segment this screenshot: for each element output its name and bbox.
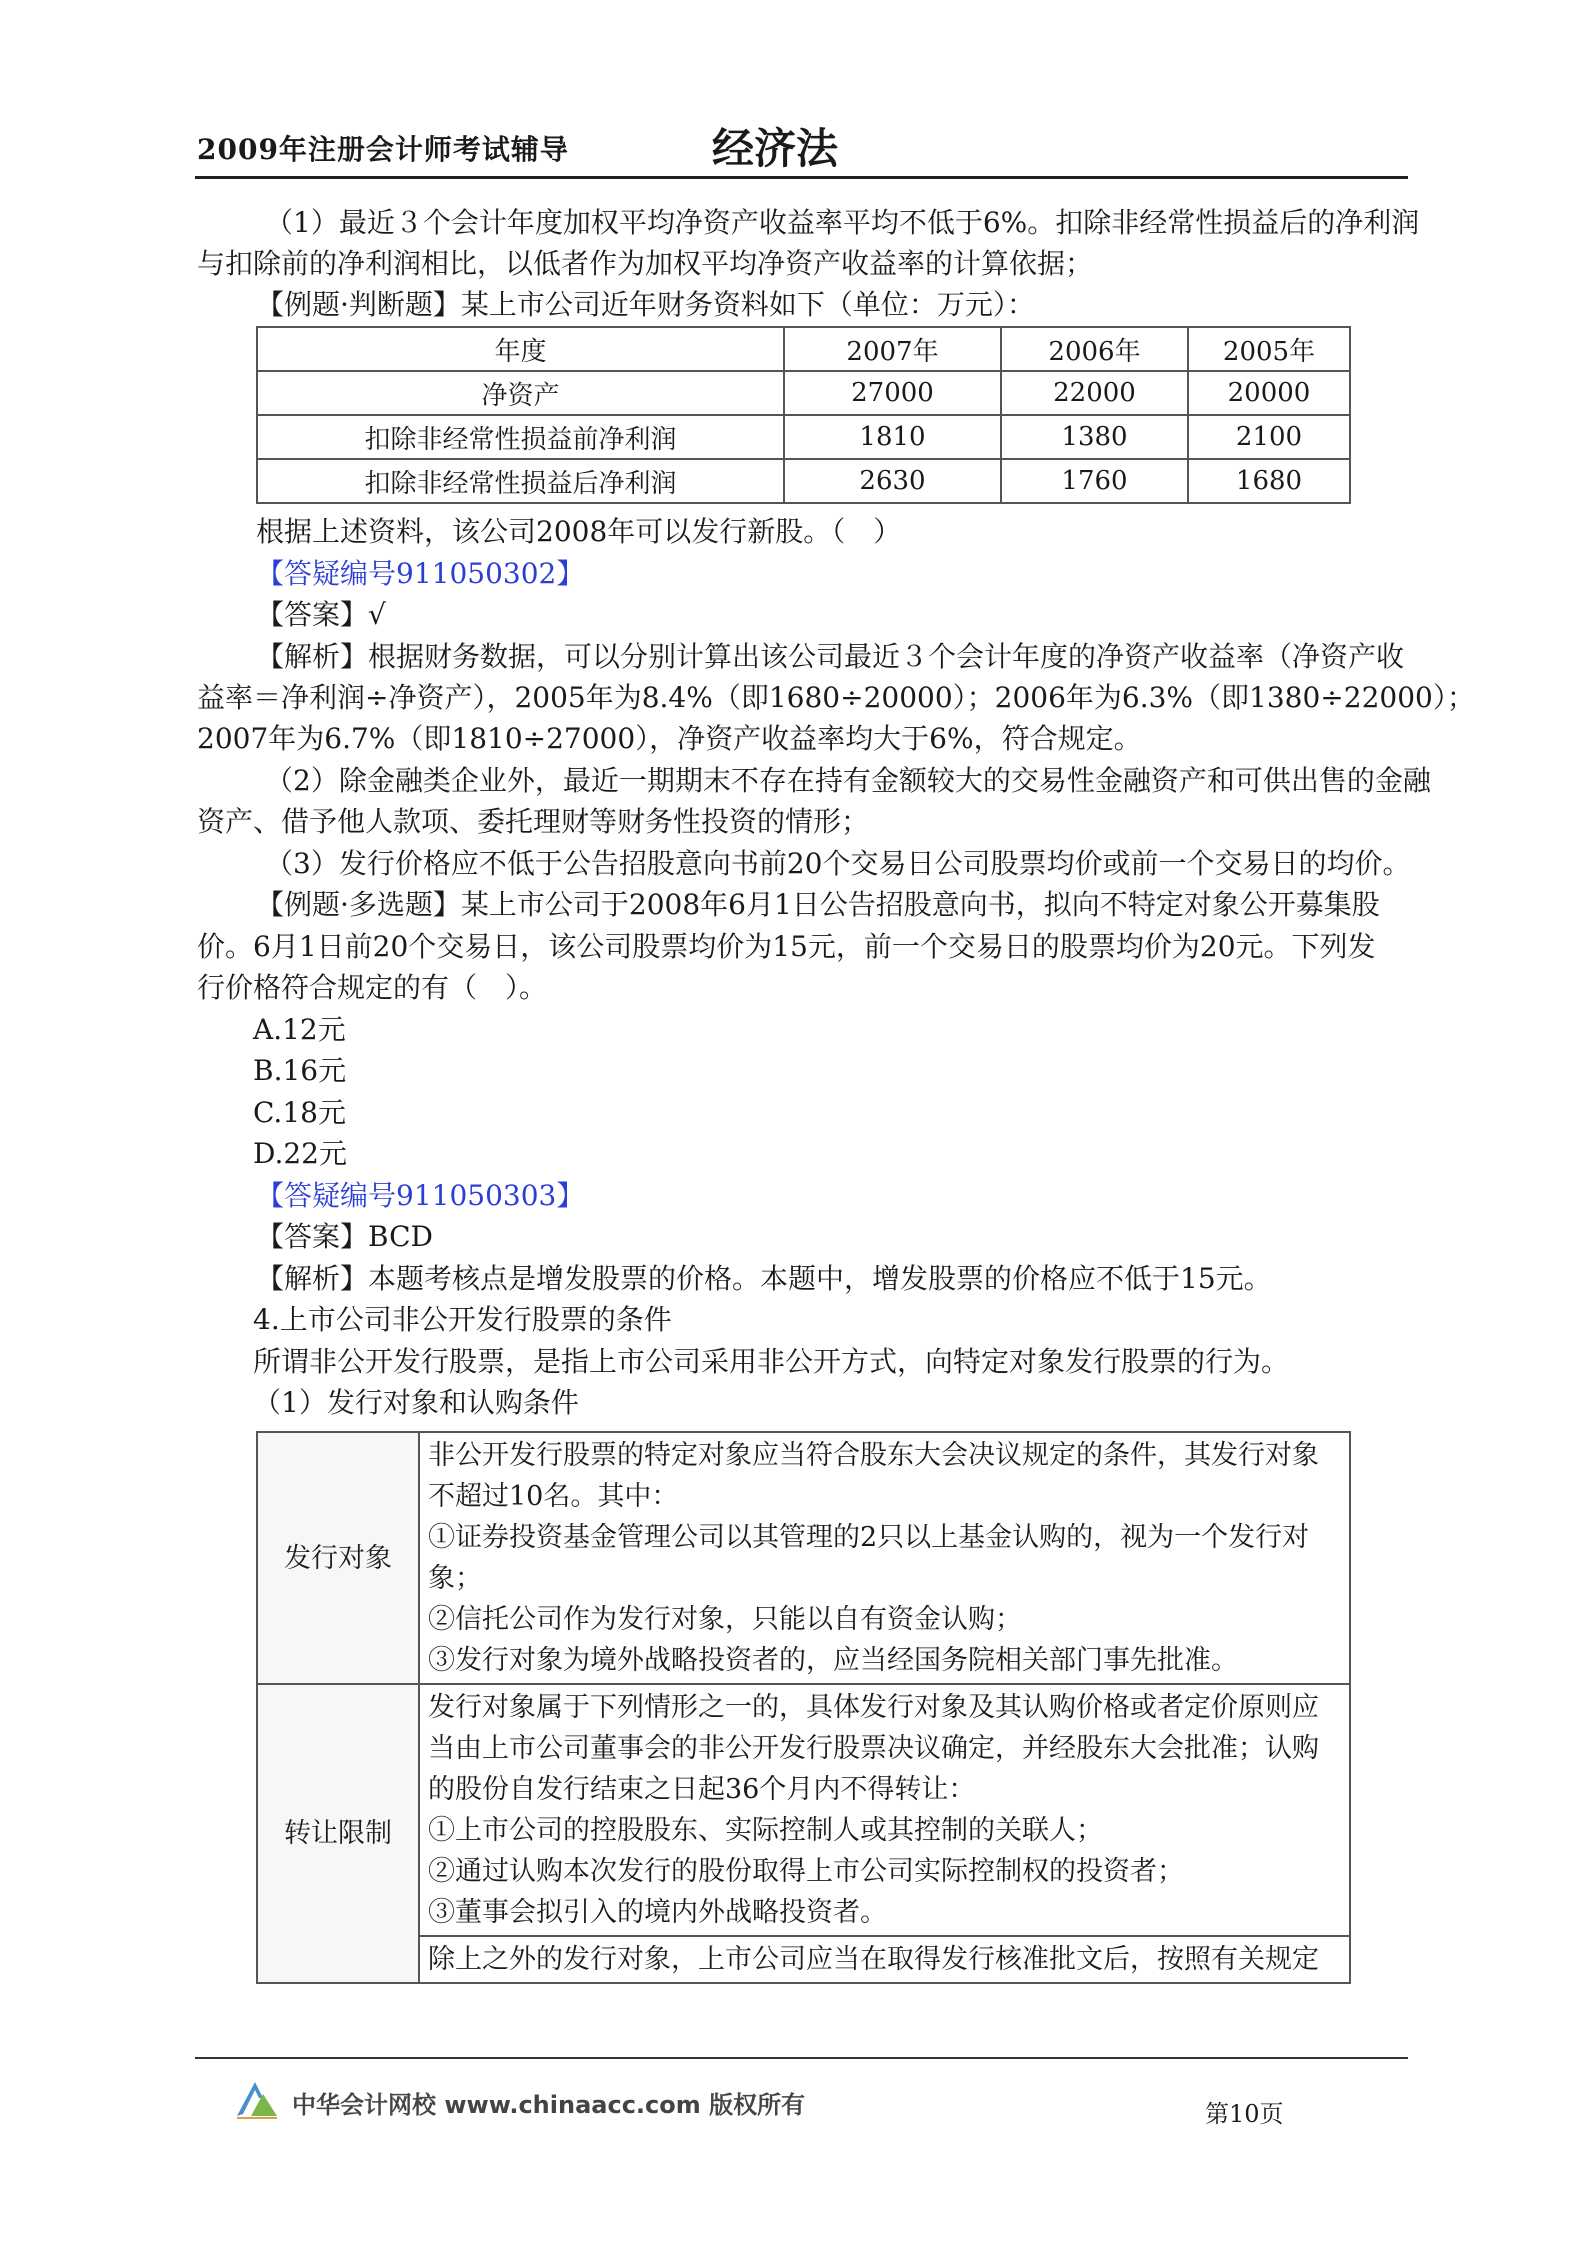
table-row — [257, 1432, 1350, 1684]
cell-line: 当由上市公司董事会的非公开发行股票决议确定，并经股东大会批准；认购 — [428, 1733, 1319, 1764]
footer-rule — [195, 2057, 1408, 2059]
paragraph-2-line-2: 资产、借予他人款项、委托理财等财务性投资的情形； — [197, 805, 870, 838]
section-4-1-heading: （1）发行对象和认购条件 — [253, 1386, 579, 1419]
option-b: B.16元 — [253, 1054, 347, 1087]
footer-copyright: 中华会计网校 www.chinaacc.com 版权所有 — [292, 2091, 806, 2119]
table-cell: 20000 — [1188, 371, 1350, 415]
cell-line: ③发行对象为境外战略投资者的，应当经国务院相关部门事先批准。 — [428, 1645, 1238, 1676]
chinaacc-logo-icon — [233, 2076, 281, 2120]
table-cell: 2630 — [784, 459, 1001, 503]
answer-id-link-1[interactable]: 【答疑编号911050302】 — [256, 557, 585, 590]
example-2-line-3: 行价格符合规定的有（ ）。 — [197, 971, 548, 1004]
option-a: A.12元 — [253, 1013, 346, 1046]
table-row — [257, 415, 1350, 459]
restriction-cell — [419, 1684, 1350, 1936]
example-2-line-1: 【例题·多选题】某上市公司于2008年6月1日公告招股意向书，拟向不特定对象公开募集股 — [256, 888, 1380, 921]
table-header-cell: 年度 — [257, 327, 784, 371]
table-cell: 净资产 — [257, 371, 784, 415]
table-header-cell: 2005年 — [1188, 327, 1350, 371]
answer-id-link-2[interactable]: 【答疑编号911050303】 — [256, 1179, 585, 1212]
explanation-1-line-1: 【解析】根据财务数据，可以分别计算出该公司最近３个会计年度的净资产收益率（净资产收 — [256, 640, 1405, 673]
header-rule — [195, 176, 1408, 179]
table-row — [257, 1684, 1350, 1936]
paragraph-1-line-1: （1）最近３个会计年度加权平均净资产收益率平均不低于6%。扣除非经常性损益后的净利润 — [265, 206, 1420, 239]
table-cell: 1680 — [1188, 459, 1350, 503]
section-4-paragraph: 所谓非公开发行股票，是指上市公司采用非公开方式，向特定对象发行股票的行为。 — [253, 1345, 1290, 1378]
table-header-cell: 2007年 — [784, 327, 1001, 371]
header-subject: 经济法 — [712, 124, 839, 173]
row-label-restriction: 转让限制 — [257, 1684, 419, 1983]
conditions-table — [256, 1431, 1351, 1984]
row-label-object: 发行对象 — [257, 1432, 419, 1684]
paragraph-1-line-2: 与扣除前的净利润相比，以低者作为加权平均净资产收益率的计算依据； — [197, 247, 1094, 280]
cell-line: 非公开发行股票的特定对象应当符合股东大会决议规定的条件，其发行对象 — [428, 1440, 1319, 1471]
example-1-intro: 【例题·判断题】某上市公司近年财务资料如下（单位：万元）： — [256, 288, 1035, 321]
example-2-line-2: 价。6月1日前20个交易日，该公司股票均价为15元，前一个交易日的股票均价为20元。下列发 — [197, 930, 1376, 963]
table-row — [257, 459, 1350, 503]
table-cell: 扣除非经常性损益后净利润 — [257, 459, 784, 503]
cell-line: 发行对象属于下列情形之一的，具体发行对象及其认购价格或者定价原则应 — [428, 1692, 1319, 1723]
answer-2: 【答案】BCD — [256, 1220, 433, 1253]
table-cell: 22000 — [1001, 371, 1188, 415]
cell-line: 的股份自发行结束之日起36个月内不得转让： — [428, 1774, 976, 1805]
table-cell: 1810 — [784, 415, 1001, 459]
table-cell: 1760 — [1001, 459, 1188, 503]
option-c: C.18元 — [253, 1096, 346, 1129]
explanation-1-line-3: 2007年为6.7%（即1810÷27000），净资产收益率均大于6%，符合规定。 — [197, 722, 1142, 755]
cell-line: ③董事会拟引入的境内外战略投资者。 — [428, 1897, 887, 1928]
cell-line: ①上市公司的控股股东、实际控制人或其控制的关联人； — [428, 1815, 1103, 1846]
paragraph-2-line-1: （2）除金融类企业外，最近一期期末不存在持有金额较大的交易性金融资产和可供出售的金融 — [265, 764, 1431, 797]
cell-line: 除上之外的发行对象，上市公司应当在取得发行核准批文后，按照有关规定 — [428, 1944, 1319, 1975]
cell-line: ②信托公司作为发行对象，只能以自有资金认购； — [428, 1604, 1022, 1635]
cell-line: 不超过10名。其中： — [428, 1481, 679, 1512]
header-course: 2009年注册会计师考试辅导 — [197, 133, 569, 166]
cell-line: 象； — [428, 1563, 482, 1594]
object-conditions-cell — [419, 1432, 1350, 1684]
cell-line: ①证券投资基金管理公司以其管理的2只以上基金认购的，视为一个发行对 — [428, 1522, 1310, 1553]
table-header-row — [257, 327, 1350, 371]
table-header-cell: 2006年 — [1001, 327, 1188, 371]
answer-1: 【答案】√ — [256, 598, 386, 631]
option-d: D.22元 — [253, 1137, 347, 1170]
other-objects-cell — [419, 1936, 1350, 1983]
table-cell: 2100 — [1188, 415, 1350, 459]
table-cell: 扣除非经常性损益前净利润 — [257, 415, 784, 459]
table-cell: 1380 — [1001, 415, 1188, 459]
table-row — [257, 1936, 1350, 1983]
section-4-heading: 4.上市公司非公开发行股票的条件 — [253, 1303, 672, 1336]
paragraph-3: （3）发行价格应不低于公告招股意向书前20个交易日公司股票均价或前一个交易日的均价。 — [265, 847, 1411, 880]
table-row — [257, 371, 1350, 415]
explanation-1-line-2: 益率＝净利润÷净资产），2005年为8.4%（即1680÷20000）；2006年为6.3%（即1380÷22000）； — [197, 681, 1475, 714]
explanation-2: 【解析】本题考核点是增发股票的价格。本题中，增发股票的价格应不低于15元。 — [256, 1262, 1272, 1295]
cell-line: ②通过认购本次发行的股份取得上市公司实际控制权的投资者； — [428, 1856, 1184, 1887]
page-number: 第10页 — [1205, 2100, 1284, 2128]
table-cell: 27000 — [784, 371, 1001, 415]
question-1: 根据上述资料，该公司2008年可以发行新股。（ ） — [256, 515, 902, 548]
finance-table — [256, 326, 1351, 504]
